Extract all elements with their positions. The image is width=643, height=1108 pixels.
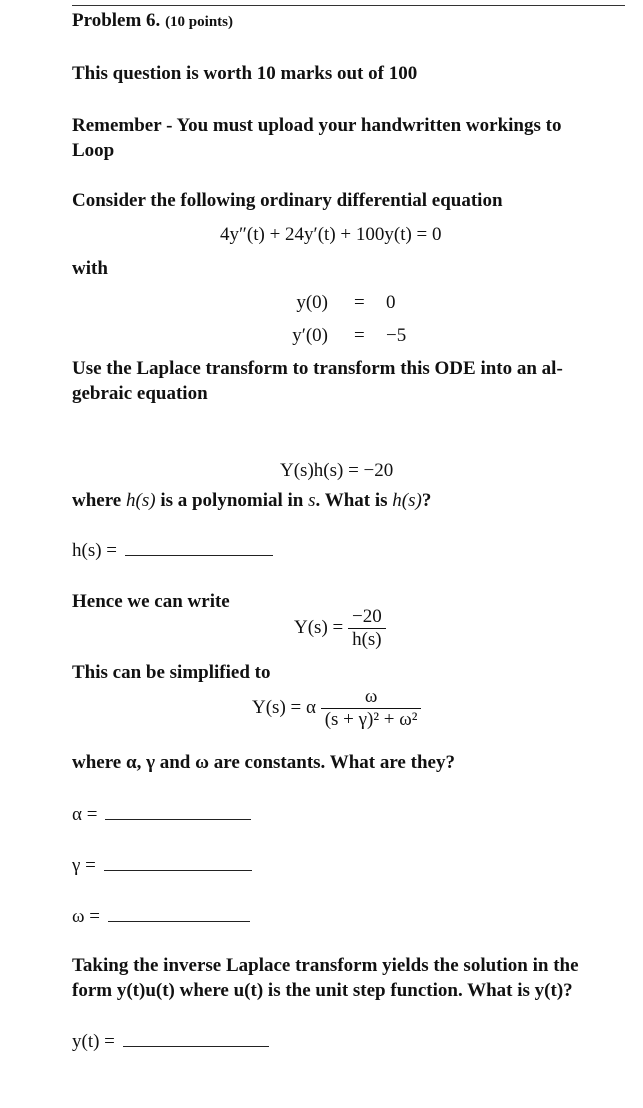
h-question-h2: h(s) xyxy=(392,490,422,511)
simplified-denominator: (s + γ)² + ω² xyxy=(321,708,422,731)
h-question-s: s xyxy=(308,490,316,511)
gamma-answer-blank[interactable] xyxy=(104,870,252,871)
h-question-prefix: where xyxy=(72,490,126,511)
gamma-answer-row xyxy=(72,855,252,877)
consider-text: Consider the following ordinary differential equation xyxy=(72,190,503,211)
problem-title: Problem 6. xyxy=(72,10,161,31)
ic-rhs-2: −5 xyxy=(386,325,407,346)
h-answer-label: h(s) = xyxy=(72,540,118,561)
hence-denominator: h(s) xyxy=(348,628,386,651)
remember-line-2: Loop xyxy=(72,140,115,161)
simplified-equation xyxy=(252,686,421,731)
top-rule xyxy=(72,5,625,6)
ic-eq-1: = xyxy=(354,292,365,313)
inverse-line-2: form y(t)u(t) where u(t) is the unit step function. What is y(t)? xyxy=(72,980,573,1001)
h-question-end: . What is xyxy=(315,490,393,511)
y-answer-blank[interactable] xyxy=(123,1046,269,1047)
h-answer-row xyxy=(72,540,273,562)
omega-answer-row xyxy=(72,906,250,928)
ic-eq-2: = xyxy=(354,325,365,346)
inverse-line-1: Taking the inverse Laplace transform yields the solution in the xyxy=(72,955,579,976)
gamma-label: γ = xyxy=(72,855,96,876)
omega-answer-blank[interactable] xyxy=(108,921,250,922)
hence-numerator: −20 xyxy=(352,606,382,627)
h-question-mid: is a polynomial in xyxy=(155,490,309,511)
remember-line-1: Remember - You must upload your handwritten workings to xyxy=(72,115,562,136)
omega-label: ω = xyxy=(72,906,100,927)
y-answer-label: y(t) = xyxy=(72,1031,115,1052)
laplace-equation: Y(s)h(s) = −20 xyxy=(280,460,394,481)
simplified-text: This can be simplified to xyxy=(72,662,271,683)
h-question-q: ? xyxy=(421,490,432,511)
problem-points: (10 points) xyxy=(165,14,233,30)
hence-equation xyxy=(294,606,386,651)
ode-equation: 4y″(t) + 24y′(t) + 100y(t) = 0 xyxy=(220,224,442,245)
simplified-lhs: Y(s) = α xyxy=(252,696,316,718)
laplace-instruction-1: Use the Laplace transform to transform this ODE into an al- xyxy=(72,358,563,379)
ic-rhs-1: 0 xyxy=(386,292,396,313)
ic-lhs-1: y(0) xyxy=(296,292,328,313)
ic-lhs-2: y′(0) xyxy=(292,325,328,346)
alpha-label: α = xyxy=(72,804,98,825)
h-question xyxy=(72,490,431,512)
worth-text: This question is worth 10 marks out of 100 xyxy=(72,63,418,84)
simplified-numerator: ω xyxy=(364,686,378,707)
y-answer-row xyxy=(72,1031,269,1053)
problem-heading xyxy=(72,10,233,32)
h-answer-blank[interactable] xyxy=(125,555,273,556)
hence-text: Hence we can write xyxy=(72,591,230,612)
alpha-answer-blank[interactable] xyxy=(105,819,251,820)
simplified-fraction xyxy=(321,686,422,731)
laplace-instruction-2: gebraic equation xyxy=(72,383,208,404)
hence-fraction xyxy=(348,606,386,651)
hence-lhs: Y(s) = xyxy=(294,616,344,638)
constants-question: where α, γ and ω are constants. What are they? xyxy=(72,752,455,773)
h-question-h: h(s) xyxy=(126,490,156,511)
alpha-answer-row xyxy=(72,804,251,826)
with-text: with xyxy=(72,258,108,279)
